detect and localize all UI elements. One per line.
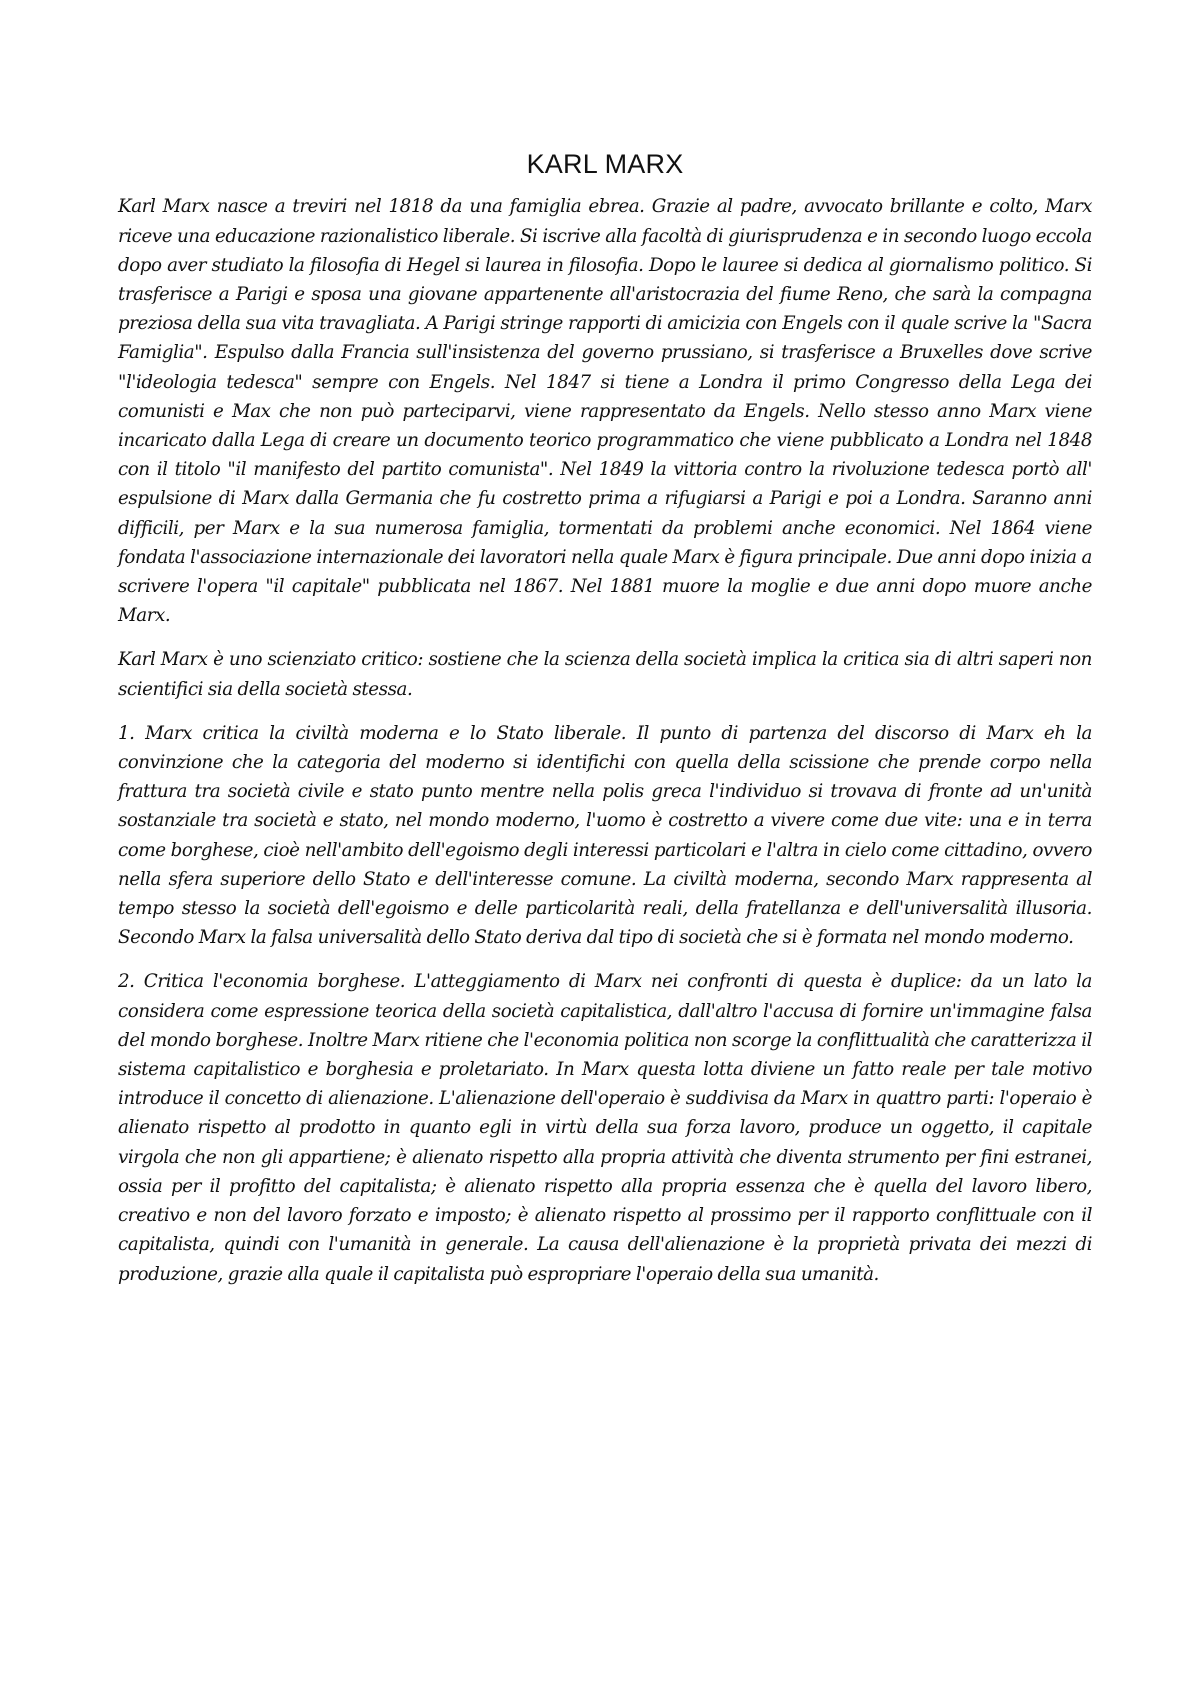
page-title: KARL MARX xyxy=(526,149,684,179)
paragraph-biography: Karl Marx nasce a treviri nel 1818 da una famiglia ebrea. Grazie al padre, avvocato brillante e colto, Marx riceve una educazione razionalistico liberale. Si iscrive alla facoltà di giurisprudenza e in secondo luogo eccola dopo aver studiato la filosofia di Hegel si laurea in filosofia. Dopo le lauree si dedica al giornalismo politico. Si trasferisce a Parigi e sposa una giovane appartenente all'aristocrazia del fiume Reno, che sarà la compagna preziosa della sua vita travagliata. A Parigi stringe rapporti di amicizia con Engels con il quale scrive la "Sacra Famiglia". Espulso dalla Francia sull'insistenza del governo prussiano, si trasferisce a Bruxelles dove scrive "l'ideologia tedesca" sempre con Engels. Nel 1847 si tiene a Londra il primo Congresso della Lega dei comunisti e Max che non può parteciparvi, viene rappresentato da Engels. Nello stesso anno Marx viene incaricato dalla Lega di creare un documento teorico programmatico che viene pubblicato a Londra nel 1848 con il titolo "il manifesto del partito comunista". Nel 1849 la vittoria contro la rivoluzione tedesca portò all' espulsione di Marx dalla Germania che fu costretto prima a rifugiarsi a Parigi e poi a Londra. Saranno anni difficili, per Marx e la sua numerosa famiglia, tormentati da problemi anche economici. Nel 1864 viene fondata l'associazione internazionale dei lavoratori nella quale Marx è figura principale. Due anni dopo inizia a scrivere l'opera "il capitale" pubblicata nel 1867. Nel 1881 muore la moglie e due anni dopo muore anche Marx. xyxy=(118,196,1092,627)
paragraph-modern-state: 1. Marx critica la civiltà moderna e lo Stato liberale. Il punto di partenza del discorso di Marx eh la convinzione che la categoria del moderno si identifichi con quella della scissione che prende corpo nella frattura tra società civile e stato punto mentre nella polis greca l'individuo si trovava di fronte ad un'unità sostanziale tra società e stato, nel mondo moderno, l'uomo è costretto a vivere come due vite: una e in terra come borghese, cioè nell'ambito dell'egoismo degli interessi particolari e l'altra in cielo come cittadino, ovvero nella sfera superiore dello Stato e dell'interesse comune. La civiltà moderna, secondo Marx rappresenta al tempo stesso la società dell'egoismo e delle particolarità reali, della fratellanza e dell'universalità illusoria. Secondo Marx la falsa universalità dello Stato deriva dal tipo di società che si è formata nel mondo moderno. xyxy=(118,722,1092,949)
paragraph-scientist: Karl Marx è uno scienziato critico: sostiene che la scienza della società implica la critica sia di altri saperi non scientifici sia della società stessa. xyxy=(118,649,1092,700)
paragraph-economy: 2. Critica l'economia borghese. L'atteggiamento di Marx nei confronti di questa è duplice: da un lato la considera come espressione teorica della società capitalistica, dall'altro l'accusa di fornire un'immagine falsa del mondo borghese. Inoltre Marx ritiene che l'economia politica non scorge la conflittualità che caratterizza il sistema capitalistico e borghesia e proletariato. In Marx questa lotta diviene un fatto reale per tale motivo introduce il concetto di alienazione. L'alienazione dell'operaio è suddivisa da Marx in quattro parti: l'operaio è alienato rispetto al prodotto in quanto egli in virtù della sua forza lavoro, produce un oggetto, il capitale virgola che non gli appartiene; è alienato rispetto alla propria attività che diventa strumento per fini estranei, ossia per il profitto del capitalista; è alienato rispetto alla propria essenza che è quella del lavoro libero, creativo e non del lavoro forzato e imposto; è alienato rispetto al prossimo per il rapporto conflittuale con il capitalista, quindi con l'umanità in generale. La causa dell'alienazione è la proprietà privata dei mezzi di produzione, grazie alla quale il capitalista può espropriare l'operaio della sua umanità. xyxy=(118,971,1092,1285)
